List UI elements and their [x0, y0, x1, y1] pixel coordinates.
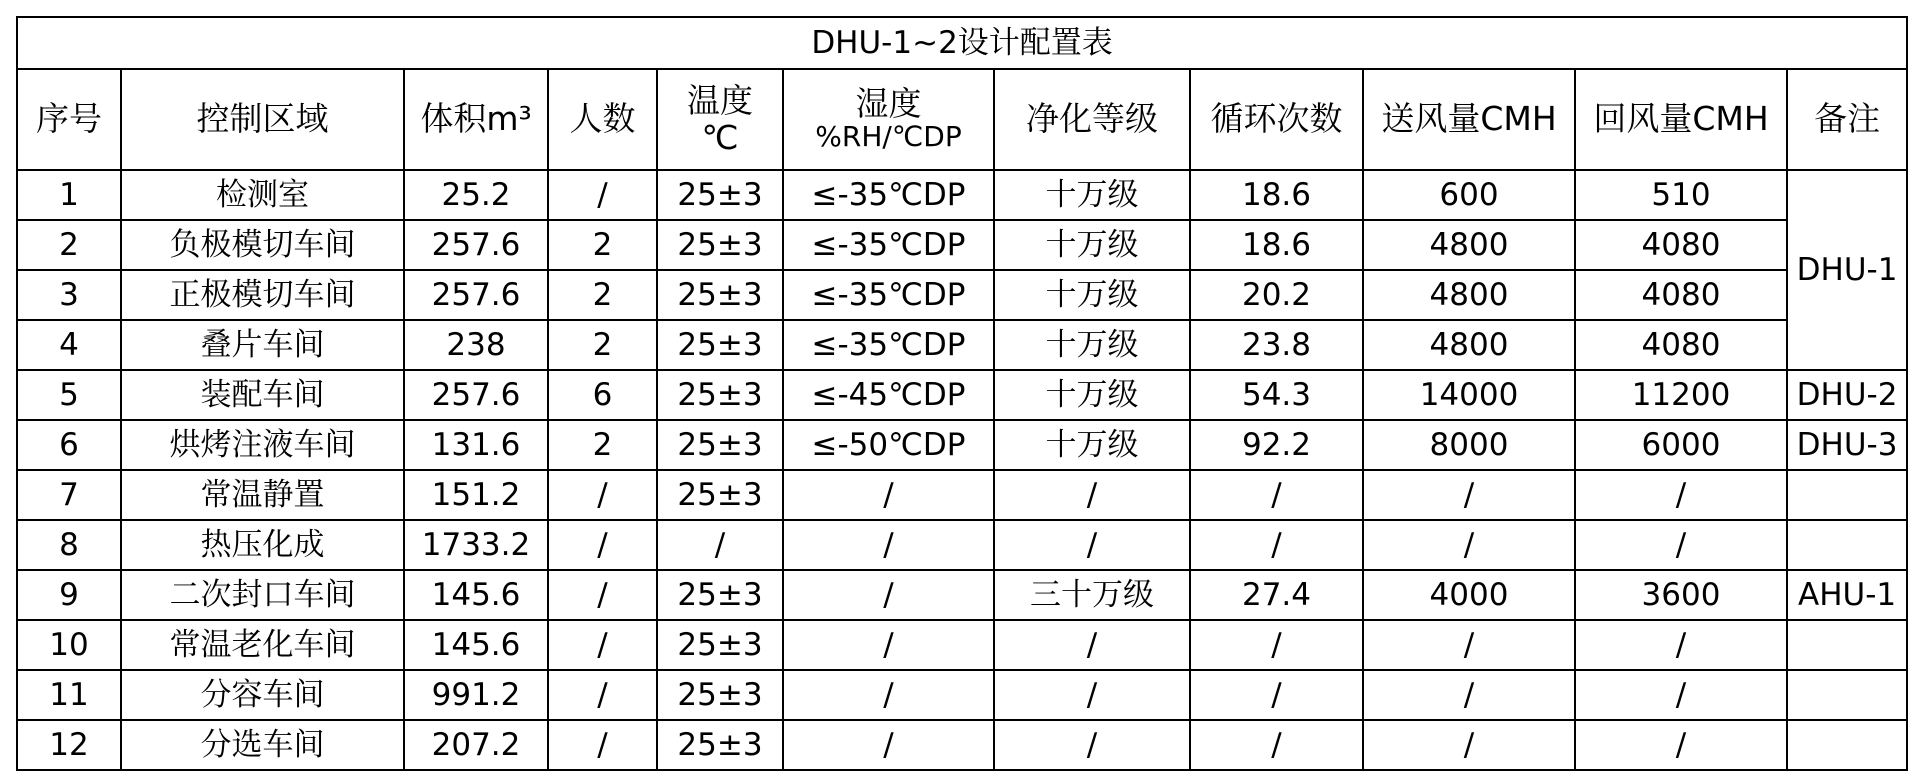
cell-note: [1787, 670, 1907, 720]
cell-return-air: 11200: [1575, 370, 1787, 420]
cell-seq: 12: [17, 720, 121, 770]
cell-supply-air: 4800: [1363, 220, 1575, 270]
cell-air-changes: /: [1190, 520, 1363, 570]
table-row: [17, 370, 1907, 420]
cell-seq: 9: [17, 570, 121, 620]
cell-supply-air: 4800: [1363, 320, 1575, 370]
cell-seq: 11: [17, 670, 121, 720]
cell-seq: 2: [17, 220, 121, 270]
cell-temperature: 25±3: [657, 620, 783, 670]
cell-area: 常温老化车间: [121, 620, 404, 670]
table-row: [17, 620, 1907, 670]
header-temperature-unit: ℃: [701, 117, 739, 157]
cell-return-air: /: [1575, 670, 1787, 720]
cell-clean-grade: 三十万级: [994, 570, 1190, 620]
cell-return-air: /: [1575, 470, 1787, 520]
cell-volume: 151.2: [404, 470, 548, 520]
cell-clean-grade: 十万级: [994, 420, 1190, 470]
cell-return-air: 4080: [1575, 270, 1787, 320]
cell-humidity: /: [783, 570, 994, 620]
header-area: 控制区域: [121, 69, 404, 170]
cell-air-changes: 92.2: [1190, 420, 1363, 470]
header-volume: 体积m³: [404, 69, 548, 170]
cell-clean-grade: /: [994, 720, 1190, 770]
cell-air-changes: 54.3: [1190, 370, 1363, 420]
cell-supply-air: /: [1363, 670, 1575, 720]
cell-area: 分容车间: [121, 670, 404, 720]
cell-people: 2: [548, 420, 657, 470]
header-temperature: [657, 69, 783, 170]
cell-temperature: 25±3: [657, 720, 783, 770]
cell-note: [1787, 470, 1907, 520]
cell-note: DHU-3: [1787, 420, 1907, 470]
table-row: [17, 570, 1907, 620]
cell-clean-grade: 十万级: [994, 220, 1190, 270]
cell-clean-grade: /: [994, 620, 1190, 670]
cell-area: 常温静置: [121, 470, 404, 520]
cell-air-changes: /: [1190, 720, 1363, 770]
cell-note: [1787, 520, 1907, 570]
cell-people: /: [548, 170, 657, 220]
cell-seq: 10: [17, 620, 121, 670]
header-people: 人数: [548, 69, 657, 170]
cell-humidity: /: [783, 670, 994, 720]
cell-supply-air: /: [1363, 470, 1575, 520]
cell-volume: 145.6: [404, 620, 548, 670]
cell-volume: 257.6: [404, 270, 548, 320]
cell-return-air: /: [1575, 620, 1787, 670]
cell-humidity: /: [783, 720, 994, 770]
cell-volume: 207.2: [404, 720, 548, 770]
cell-area: 装配车间: [121, 370, 404, 420]
cell-area: 二次封口车间: [121, 570, 404, 620]
header-clean-grade: 净化等级: [994, 69, 1190, 170]
cell-humidity: ≤-35℃DP: [783, 220, 994, 270]
cell-clean-grade: 十万级: [994, 370, 1190, 420]
cell-note-dhu1: DHU-1: [1787, 170, 1907, 370]
cell-clean-grade: 十万级: [994, 170, 1190, 220]
cell-return-air: 4080: [1575, 320, 1787, 370]
cell-clean-grade: 十万级: [994, 320, 1190, 370]
table-row: [17, 170, 1907, 220]
header-humidity-label: 湿度: [855, 83, 922, 123]
title-row: [17, 17, 1907, 69]
cell-people: 2: [548, 220, 657, 270]
cell-clean-grade: /: [994, 470, 1190, 520]
cell-temperature: 25±3: [657, 170, 783, 220]
cell-volume: 991.2: [404, 670, 548, 720]
cell-supply-air: 4800: [1363, 270, 1575, 320]
cell-area: 叠片车间: [121, 320, 404, 370]
header-return-air: 回风量CMH: [1575, 69, 1787, 170]
cell-humidity: ≤-45℃DP: [783, 370, 994, 420]
cell-humidity: ≤-35℃DP: [783, 170, 994, 220]
cell-people: /: [548, 720, 657, 770]
cell-return-air: 6000: [1575, 420, 1787, 470]
cell-seq: 1: [17, 170, 121, 220]
cell-seq: 8: [17, 520, 121, 570]
cell-seq: 5: [17, 370, 121, 420]
cell-temperature: /: [657, 520, 783, 570]
cell-people: /: [548, 620, 657, 670]
header-note: 备注: [1787, 69, 1907, 170]
cell-supply-air: /: [1363, 620, 1575, 670]
cell-temperature: 25±3: [657, 220, 783, 270]
cell-air-changes: 18.6: [1190, 220, 1363, 270]
cell-people: 2: [548, 320, 657, 370]
cell-seq: 6: [17, 420, 121, 470]
cell-people: /: [548, 520, 657, 570]
cell-seq: 3: [17, 270, 121, 320]
cell-volume: 145.6: [404, 570, 548, 620]
header-humidity: [783, 69, 994, 170]
cell-humidity: /: [783, 620, 994, 670]
cell-volume: 25.2: [404, 170, 548, 220]
cell-supply-air: /: [1363, 520, 1575, 570]
cell-supply-air: /: [1363, 720, 1575, 770]
cell-humidity: ≤-35℃DP: [783, 320, 994, 370]
header-air-changes: 循环次数: [1190, 69, 1363, 170]
cell-supply-air: 4000: [1363, 570, 1575, 620]
cell-return-air: /: [1575, 520, 1787, 570]
cell-area: 负极模切车间: [121, 220, 404, 270]
cell-temperature: 25±3: [657, 270, 783, 320]
table-row: [17, 220, 1907, 270]
cell-supply-air: 8000: [1363, 420, 1575, 470]
cell-area: 热压化成: [121, 520, 404, 570]
cell-supply-air: 600: [1363, 170, 1575, 220]
cell-people: /: [548, 470, 657, 520]
cell-clean-grade: /: [994, 520, 1190, 570]
cell-temperature: 25±3: [657, 470, 783, 520]
cell-air-changes: 18.6: [1190, 170, 1363, 220]
cell-temperature: 25±3: [657, 320, 783, 370]
cell-air-changes: 23.8: [1190, 320, 1363, 370]
cell-people: /: [548, 570, 657, 620]
cell-return-air: /: [1575, 720, 1787, 770]
cell-volume: 1733.2: [404, 520, 548, 570]
cell-clean-grade: 十万级: [994, 270, 1190, 320]
cell-note: [1787, 720, 1907, 770]
table-row: [17, 320, 1907, 370]
cell-humidity: /: [783, 470, 994, 520]
table-row: [17, 270, 1907, 320]
cell-air-changes: /: [1190, 620, 1363, 670]
cell-air-changes: /: [1190, 670, 1363, 720]
cell-clean-grade: /: [994, 670, 1190, 720]
cell-air-changes: 27.4: [1190, 570, 1363, 620]
cell-area: 分选车间: [121, 720, 404, 770]
header-seq: 序号: [17, 69, 121, 170]
cell-return-air: 4080: [1575, 220, 1787, 270]
table-row: [17, 470, 1907, 520]
cell-air-changes: 20.2: [1190, 270, 1363, 320]
cell-air-changes: /: [1190, 470, 1363, 520]
cell-supply-air: 14000: [1363, 370, 1575, 420]
table-row: [17, 420, 1907, 470]
header-row: [17, 69, 1907, 170]
cell-temperature: 25±3: [657, 420, 783, 470]
table-row: [17, 520, 1907, 570]
table-row: [17, 670, 1907, 720]
cell-area: 检测室: [121, 170, 404, 220]
cell-note: [1787, 620, 1907, 670]
cell-humidity: ≤-35℃DP: [783, 270, 994, 320]
cell-temperature: 25±3: [657, 670, 783, 720]
header-humidity-unit: %RH/℃DP: [815, 120, 962, 154]
cell-temperature: 25±3: [657, 370, 783, 420]
cell-note: AHU-1: [1787, 570, 1907, 620]
table-title: DHU-1~2设计配置表: [17, 17, 1907, 69]
config-table: [16, 16, 1908, 771]
cell-volume: 257.6: [404, 370, 548, 420]
cell-return-air: 510: [1575, 170, 1787, 220]
cell-note: DHU-2: [1787, 370, 1907, 420]
table-row: [17, 720, 1907, 770]
cell-people: 2: [548, 270, 657, 320]
cell-seq: 7: [17, 470, 121, 520]
cell-area: 正极模切车间: [121, 270, 404, 320]
header-supply-air: 送风量CMH: [1363, 69, 1575, 170]
cell-volume: 238: [404, 320, 548, 370]
cell-volume: 257.6: [404, 220, 548, 270]
cell-temperature: 25±3: [657, 570, 783, 620]
cell-volume: 131.6: [404, 420, 548, 470]
cell-return-air: 3600: [1575, 570, 1787, 620]
cell-seq: 4: [17, 320, 121, 370]
cell-humidity: /: [783, 520, 994, 570]
cell-people: 6: [548, 370, 657, 420]
header-temperature-label: 温度: [687, 81, 753, 121]
cell-humidity: ≤-50℃DP: [783, 420, 994, 470]
cell-area: 烘烤注液车间: [121, 420, 404, 470]
cell-people: /: [548, 670, 657, 720]
